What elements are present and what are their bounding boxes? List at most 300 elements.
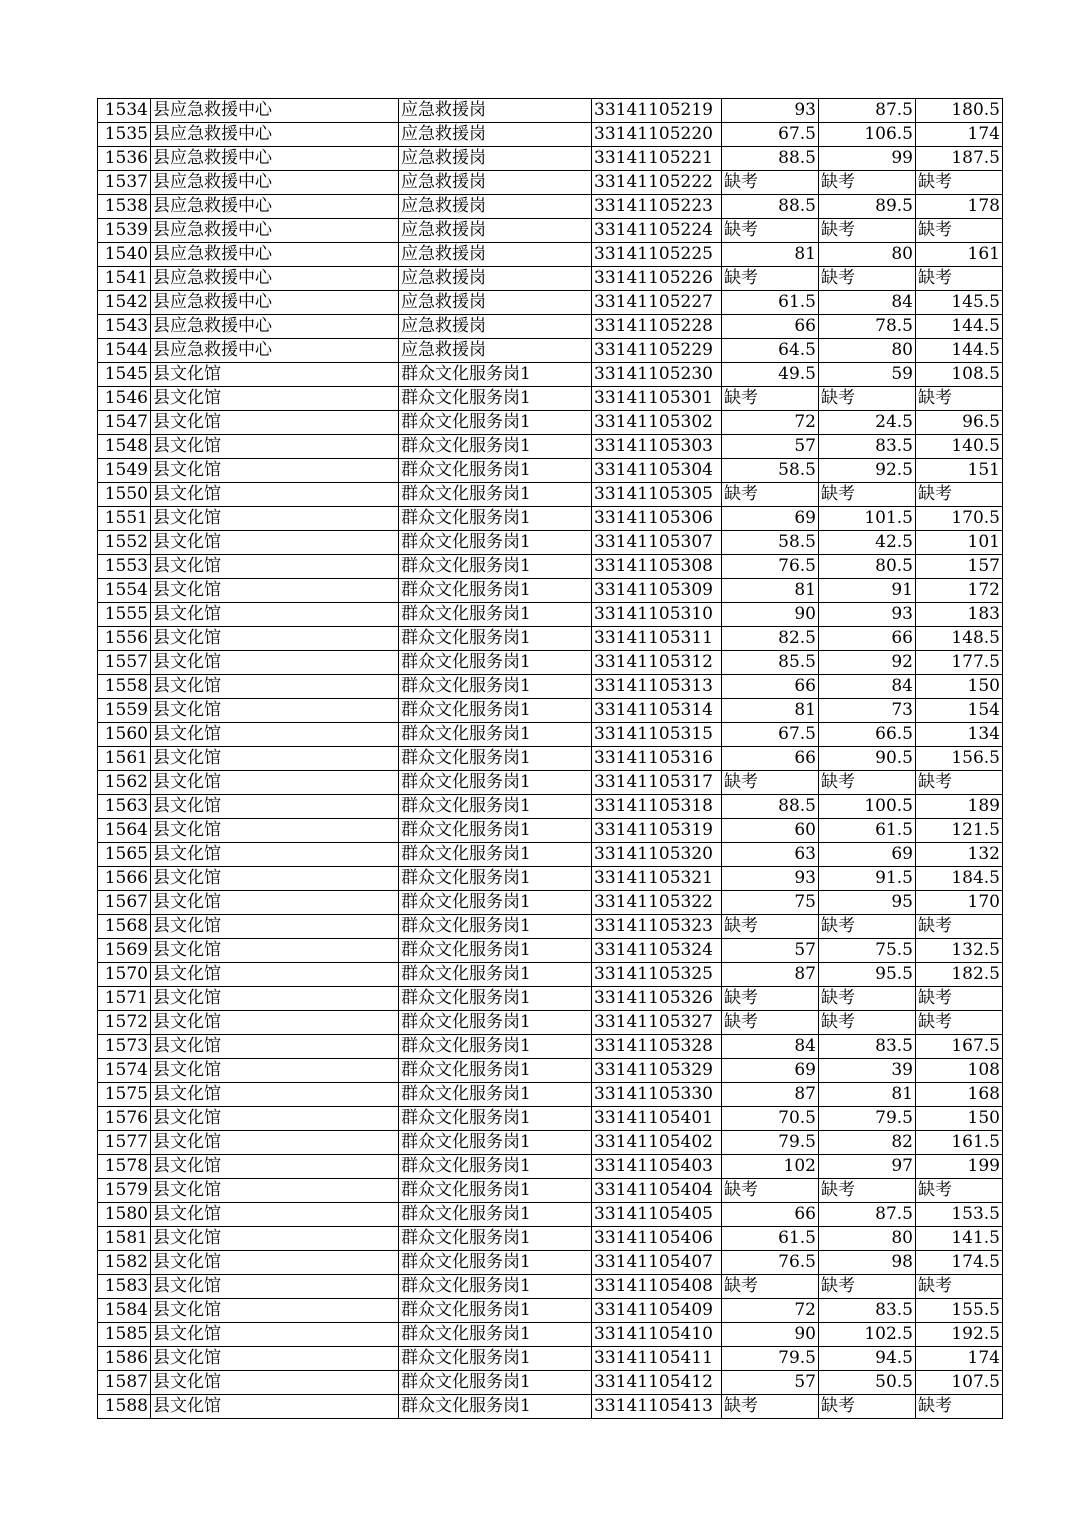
post-cell: 应急救援岗: [399, 315, 592, 339]
unit-cell: 县文化馆: [151, 795, 399, 819]
total-score-cell: 缺考: [916, 171, 1003, 195]
table-row: [98, 699, 1003, 723]
exam-id-cell: 33141105317: [592, 771, 722, 795]
score-1-cell: 76.5: [722, 1251, 819, 1275]
score-2-cell: 92.5: [819, 459, 916, 483]
row-number-cell: 1539: [98, 219, 151, 243]
score-2-cell: 91.5: [819, 867, 916, 891]
score-1-cell: 81: [722, 699, 819, 723]
unit-cell: 县应急救援中心: [151, 123, 399, 147]
exam-id-cell: 33141105219: [592, 99, 722, 123]
score-2-cell: 80.5: [819, 555, 916, 579]
table-row: [98, 867, 1003, 891]
table-row: [98, 1275, 1003, 1299]
row-number-cell: 1552: [98, 531, 151, 555]
row-number-cell: 1551: [98, 507, 151, 531]
unit-cell: 县文化馆: [151, 1299, 399, 1323]
row-number-cell: 1571: [98, 987, 151, 1011]
total-score-cell: 153.5: [916, 1203, 1003, 1227]
row-number-cell: 1550: [98, 483, 151, 507]
total-score-cell: 174.5: [916, 1251, 1003, 1275]
exam-id-cell: 33141105309: [592, 579, 722, 603]
total-score-cell: 168: [916, 1083, 1003, 1107]
exam-id-cell: 33141105228: [592, 315, 722, 339]
table-row: [98, 987, 1003, 1011]
row-number-cell: 1575: [98, 1083, 151, 1107]
exam-id-cell: 33141105223: [592, 195, 722, 219]
row-number-cell: 1555: [98, 603, 151, 627]
score-2-cell: 缺考: [819, 483, 916, 507]
exam-id-cell: 33141105310: [592, 603, 722, 627]
total-score-cell: 96.5: [916, 411, 1003, 435]
table-row: [98, 1083, 1003, 1107]
table-row: [98, 411, 1003, 435]
post-cell: 群众文化服务岗1: [399, 579, 592, 603]
table-row: [98, 387, 1003, 411]
score-2-cell: 缺考: [819, 1011, 916, 1035]
score-2-cell: 99: [819, 147, 916, 171]
total-score-cell: 151: [916, 459, 1003, 483]
unit-cell: 县文化馆: [151, 771, 399, 795]
exam-id-cell: 33141105408: [592, 1275, 722, 1299]
score-1-cell: 79.5: [722, 1347, 819, 1371]
total-score-cell: 161.5: [916, 1131, 1003, 1155]
total-score-cell: 缺考: [916, 1395, 1003, 1419]
score-1-cell: 72: [722, 411, 819, 435]
score-1-cell: 93: [722, 867, 819, 891]
score-1-cell: 69: [722, 1059, 819, 1083]
unit-cell: 县应急救援中心: [151, 195, 399, 219]
post-cell: 应急救援岗: [399, 123, 592, 147]
score-2-cell: 83.5: [819, 435, 916, 459]
unit-cell: 县应急救援中心: [151, 339, 399, 363]
unit-cell: 县文化馆: [151, 843, 399, 867]
post-cell: 群众文化服务岗1: [399, 795, 592, 819]
row-number-cell: 1583: [98, 1275, 151, 1299]
unit-cell: 县文化馆: [151, 915, 399, 939]
score-1-cell: 88.5: [722, 195, 819, 219]
exam-id-cell: 33141105320: [592, 843, 722, 867]
post-cell: 群众文化服务岗1: [399, 939, 592, 963]
post-cell: 群众文化服务岗1: [399, 915, 592, 939]
score-2-cell: 98: [819, 1251, 916, 1275]
table-row: [98, 195, 1003, 219]
score-1-cell: 缺考: [722, 171, 819, 195]
post-cell: 应急救援岗: [399, 171, 592, 195]
table-row: [98, 171, 1003, 195]
row-number-cell: 1563: [98, 795, 151, 819]
score-2-cell: 69: [819, 843, 916, 867]
score-1-cell: 82.5: [722, 627, 819, 651]
table-row: [98, 843, 1003, 867]
score-2-cell: 100.5: [819, 795, 916, 819]
table-row: [98, 1347, 1003, 1371]
score-2-cell: 缺考: [819, 987, 916, 1011]
row-number-cell: 1553: [98, 555, 151, 579]
exam-id-cell: 33141105330: [592, 1083, 722, 1107]
total-score-cell: 132.5: [916, 939, 1003, 963]
row-number-cell: 1564: [98, 819, 151, 843]
score-2-cell: 87.5: [819, 1203, 916, 1227]
table-row: [98, 579, 1003, 603]
score-1-cell: 缺考: [722, 219, 819, 243]
table-row: [98, 891, 1003, 915]
unit-cell: 县文化馆: [151, 1347, 399, 1371]
score-1-cell: 75: [722, 891, 819, 915]
table-row: [98, 459, 1003, 483]
row-number-cell: 1540: [98, 243, 151, 267]
score-2-cell: 61.5: [819, 819, 916, 843]
score-1-cell: 79.5: [722, 1131, 819, 1155]
unit-cell: 县应急救援中心: [151, 99, 399, 123]
post-cell: 群众文化服务岗1: [399, 891, 592, 915]
score-2-cell: 80: [819, 339, 916, 363]
unit-cell: 县文化馆: [151, 963, 399, 987]
score-1-cell: 缺考: [722, 1011, 819, 1035]
score-1-cell: 57: [722, 435, 819, 459]
row-number-cell: 1556: [98, 627, 151, 651]
post-cell: 群众文化服务岗1: [399, 1179, 592, 1203]
total-score-cell: 缺考: [916, 915, 1003, 939]
score-2-cell: 缺考: [819, 915, 916, 939]
score-1-cell: 87: [722, 963, 819, 987]
post-cell: 群众文化服务岗1: [399, 987, 592, 1011]
row-number-cell: 1538: [98, 195, 151, 219]
table-row: [98, 1227, 1003, 1251]
table-row: [98, 1203, 1003, 1227]
post-cell: 群众文化服务岗1: [399, 675, 592, 699]
score-1-cell: 57: [722, 939, 819, 963]
exam-id-cell: 33141105303: [592, 435, 722, 459]
score-1-cell: 缺考: [722, 987, 819, 1011]
total-score-cell: 缺考: [916, 1011, 1003, 1035]
total-score-cell: 121.5: [916, 819, 1003, 843]
total-score-cell: 141.5: [916, 1227, 1003, 1251]
post-cell: 群众文化服务岗1: [399, 1035, 592, 1059]
total-score-cell: 156.5: [916, 747, 1003, 771]
unit-cell: 县应急救援中心: [151, 171, 399, 195]
row-number-cell: 1576: [98, 1107, 151, 1131]
table-row: [98, 603, 1003, 627]
total-score-cell: 161: [916, 243, 1003, 267]
table-row: [98, 1299, 1003, 1323]
total-score-cell: 缺考: [916, 219, 1003, 243]
row-number-cell: 1569: [98, 939, 151, 963]
score-2-cell: 66: [819, 627, 916, 651]
table-row: [98, 435, 1003, 459]
total-score-cell: 缺考: [916, 771, 1003, 795]
table-row: [98, 675, 1003, 699]
post-cell: 群众文化服务岗1: [399, 507, 592, 531]
score-2-cell: 95: [819, 891, 916, 915]
row-number-cell: 1582: [98, 1251, 151, 1275]
post-cell: 群众文化服务岗1: [399, 699, 592, 723]
unit-cell: 县应急救援中心: [151, 291, 399, 315]
score-1-cell: 58.5: [722, 459, 819, 483]
exam-id-cell: 33141105405: [592, 1203, 722, 1227]
row-number-cell: 1577: [98, 1131, 151, 1155]
score-1-cell: 66: [722, 315, 819, 339]
post-cell: 群众文化服务岗1: [399, 1395, 592, 1419]
row-number-cell: 1562: [98, 771, 151, 795]
total-score-cell: 155.5: [916, 1299, 1003, 1323]
score-1-cell: 58.5: [722, 531, 819, 555]
unit-cell: 县文化馆: [151, 1155, 399, 1179]
exam-id-cell: 33141105313: [592, 675, 722, 699]
exam-id-cell: 33141105230: [592, 363, 722, 387]
row-number-cell: 1534: [98, 99, 151, 123]
score-1-cell: 85.5: [722, 651, 819, 675]
score-2-cell: 84: [819, 675, 916, 699]
table-row: [98, 1323, 1003, 1347]
score-1-cell: 61.5: [722, 291, 819, 315]
table-row: [98, 555, 1003, 579]
row-number-cell: 1581: [98, 1227, 151, 1251]
total-score-cell: 183: [916, 603, 1003, 627]
table-row: [98, 1059, 1003, 1083]
table-row: [98, 1011, 1003, 1035]
score-1-cell: 84: [722, 1035, 819, 1059]
exam-id-cell: 33141105413: [592, 1395, 722, 1419]
score-2-cell: 83.5: [819, 1299, 916, 1323]
total-score-cell: 174: [916, 1347, 1003, 1371]
score-2-cell: 73: [819, 699, 916, 723]
exam-id-cell: 33141105301: [592, 387, 722, 411]
row-number-cell: 1568: [98, 915, 151, 939]
total-score-cell: 108.5: [916, 363, 1003, 387]
unit-cell: 县文化馆: [151, 723, 399, 747]
post-cell: 群众文化服务岗1: [399, 1203, 592, 1227]
total-score-cell: 174: [916, 123, 1003, 147]
exam-id-cell: 33141105302: [592, 411, 722, 435]
post-cell: 群众文化服务岗1: [399, 1107, 592, 1131]
unit-cell: 县文化馆: [151, 819, 399, 843]
score-1-cell: 61.5: [722, 1227, 819, 1251]
table-row: [98, 219, 1003, 243]
row-number-cell: 1546: [98, 387, 151, 411]
post-cell: 群众文化服务岗1: [399, 867, 592, 891]
row-number-cell: 1565: [98, 843, 151, 867]
score-2-cell: 84: [819, 291, 916, 315]
row-number-cell: 1567: [98, 891, 151, 915]
post-cell: 群众文化服务岗1: [399, 1083, 592, 1107]
row-number-cell: 1544: [98, 339, 151, 363]
unit-cell: 县文化馆: [151, 1323, 399, 1347]
row-number-cell: 1588: [98, 1395, 151, 1419]
total-score-cell: 144.5: [916, 315, 1003, 339]
unit-cell: 县文化馆: [151, 987, 399, 1011]
total-score-cell: 189: [916, 795, 1003, 819]
exam-id-cell: 33141105327: [592, 1011, 722, 1035]
post-cell: 群众文化服务岗1: [399, 483, 592, 507]
exam-id-cell: 33141105220: [592, 123, 722, 147]
unit-cell: 县文化馆: [151, 1131, 399, 1155]
row-number-cell: 1537: [98, 171, 151, 195]
post-cell: 应急救援岗: [399, 243, 592, 267]
score-2-cell: 102.5: [819, 1323, 916, 1347]
exam-id-cell: 33141105227: [592, 291, 722, 315]
total-score-cell: 172: [916, 579, 1003, 603]
table-row: [98, 1371, 1003, 1395]
score-2-cell: 87.5: [819, 99, 916, 123]
total-score-cell: 缺考: [916, 387, 1003, 411]
exam-id-cell: 33141105407: [592, 1251, 722, 1275]
score-2-cell: 92: [819, 651, 916, 675]
unit-cell: 县文化馆: [151, 1035, 399, 1059]
score-1-cell: 87: [722, 1083, 819, 1107]
post-cell: 群众文化服务岗1: [399, 1251, 592, 1275]
row-number-cell: 1561: [98, 747, 151, 771]
score-2-cell: 缺考: [819, 1395, 916, 1419]
row-number-cell: 1580: [98, 1203, 151, 1227]
row-number-cell: 1554: [98, 579, 151, 603]
total-score-cell: 184.5: [916, 867, 1003, 891]
table-row: [98, 1131, 1003, 1155]
row-number-cell: 1547: [98, 411, 151, 435]
table-row: [98, 531, 1003, 555]
table-row: [98, 1155, 1003, 1179]
row-number-cell: 1572: [98, 1011, 151, 1035]
post-cell: 群众文化服务岗1: [399, 387, 592, 411]
exam-id-cell: 33141105411: [592, 1347, 722, 1371]
score-2-cell: 93: [819, 603, 916, 627]
score-2-cell: 缺考: [819, 219, 916, 243]
exam-id-cell: 33141105225: [592, 243, 722, 267]
exam-id-cell: 33141105403: [592, 1155, 722, 1179]
score-1-cell: 81: [722, 243, 819, 267]
row-number-cell: 1570: [98, 963, 151, 987]
unit-cell: 县文化馆: [151, 1251, 399, 1275]
score-2-cell: 24.5: [819, 411, 916, 435]
table-row: [98, 723, 1003, 747]
post-cell: 群众文化服务岗1: [399, 963, 592, 987]
score-2-cell: 81: [819, 1083, 916, 1107]
score-2-cell: 90.5: [819, 747, 916, 771]
unit-cell: 县文化馆: [151, 411, 399, 435]
score-2-cell: 101.5: [819, 507, 916, 531]
exam-id-cell: 33141105326: [592, 987, 722, 1011]
post-cell: 群众文化服务岗1: [399, 1227, 592, 1251]
table-row: [98, 627, 1003, 651]
score-2-cell: 66.5: [819, 723, 916, 747]
total-score-cell: 134: [916, 723, 1003, 747]
exam-id-cell: 33141105321: [592, 867, 722, 891]
row-number-cell: 1585: [98, 1323, 151, 1347]
unit-cell: 县文化馆: [151, 1275, 399, 1299]
post-cell: 群众文化服务岗1: [399, 1011, 592, 1035]
row-number-cell: 1548: [98, 435, 151, 459]
post-cell: 应急救援岗: [399, 267, 592, 291]
score-2-cell: 59: [819, 363, 916, 387]
exam-id-cell: 33141105308: [592, 555, 722, 579]
score-1-cell: 88.5: [722, 795, 819, 819]
score-2-cell: 78.5: [819, 315, 916, 339]
row-number-cell: 1541: [98, 267, 151, 291]
post-cell: 群众文化服务岗1: [399, 435, 592, 459]
table-row: [98, 291, 1003, 315]
score-2-cell: 75.5: [819, 939, 916, 963]
table-row: [98, 243, 1003, 267]
row-number-cell: 1586: [98, 1347, 151, 1371]
score-1-cell: 70.5: [722, 1107, 819, 1131]
exam-id-cell: 33141105325: [592, 963, 722, 987]
unit-cell: 县文化馆: [151, 531, 399, 555]
total-score-cell: 150: [916, 1107, 1003, 1131]
total-score-cell: 199: [916, 1155, 1003, 1179]
row-number-cell: 1543: [98, 315, 151, 339]
table-row: [98, 963, 1003, 987]
score-2-cell: 106.5: [819, 123, 916, 147]
score-2-cell: 缺考: [819, 387, 916, 411]
table-row: [98, 123, 1003, 147]
table-row: [98, 771, 1003, 795]
row-number-cell: 1557: [98, 651, 151, 675]
table-row: [98, 915, 1003, 939]
total-score-cell: 108: [916, 1059, 1003, 1083]
unit-cell: 县文化馆: [151, 1203, 399, 1227]
exam-id-cell: 33141105311: [592, 627, 722, 651]
score-1-cell: 69: [722, 507, 819, 531]
score-1-cell: 66: [722, 1203, 819, 1227]
exam-id-cell: 33141105312: [592, 651, 722, 675]
post-cell: 群众文化服务岗1: [399, 1299, 592, 1323]
unit-cell: 县文化馆: [151, 747, 399, 771]
row-number-cell: 1566: [98, 867, 151, 891]
post-cell: 应急救援岗: [399, 219, 592, 243]
total-score-cell: 167.5: [916, 1035, 1003, 1059]
exam-id-cell: 33141105229: [592, 339, 722, 363]
post-cell: 群众文化服务岗1: [399, 819, 592, 843]
exam-id-cell: 33141105409: [592, 1299, 722, 1323]
total-score-cell: 145.5: [916, 291, 1003, 315]
score-2-cell: 缺考: [819, 1179, 916, 1203]
unit-cell: 县文化馆: [151, 483, 399, 507]
table-row: [98, 507, 1003, 531]
total-score-cell: 182.5: [916, 963, 1003, 987]
row-number-cell: 1579: [98, 1179, 151, 1203]
total-score-cell: 177.5: [916, 651, 1003, 675]
total-score-cell: 107.5: [916, 1371, 1003, 1395]
unit-cell: 县文化馆: [151, 939, 399, 963]
post-cell: 群众文化服务岗1: [399, 1131, 592, 1155]
total-score-cell: 187.5: [916, 147, 1003, 171]
unit-cell: 县文化馆: [151, 1371, 399, 1395]
unit-cell: 县文化馆: [151, 699, 399, 723]
row-number-cell: 1573: [98, 1035, 151, 1059]
post-cell: 群众文化服务岗1: [399, 603, 592, 627]
exam-id-cell: 33141105328: [592, 1035, 722, 1059]
post-cell: 群众文化服务岗1: [399, 411, 592, 435]
total-score-cell: 180.5: [916, 99, 1003, 123]
table-row: [98, 939, 1003, 963]
post-cell: 群众文化服务岗1: [399, 1275, 592, 1299]
score-1-cell: 60: [722, 819, 819, 843]
row-number-cell: 1558: [98, 675, 151, 699]
table-row: [98, 315, 1003, 339]
total-score-cell: 缺考: [916, 1179, 1003, 1203]
score-1-cell: 缺考: [722, 267, 819, 291]
row-number-cell: 1536: [98, 147, 151, 171]
total-score-cell: 缺考: [916, 1275, 1003, 1299]
exam-id-cell: 33141105304: [592, 459, 722, 483]
unit-cell: 县文化馆: [151, 363, 399, 387]
score-2-cell: 79.5: [819, 1107, 916, 1131]
post-cell: 群众文化服务岗1: [399, 363, 592, 387]
unit-cell: 县文化馆: [151, 603, 399, 627]
unit-cell: 县文化馆: [151, 579, 399, 603]
post-cell: 群众文化服务岗1: [399, 651, 592, 675]
score-2-cell: 缺考: [819, 171, 916, 195]
